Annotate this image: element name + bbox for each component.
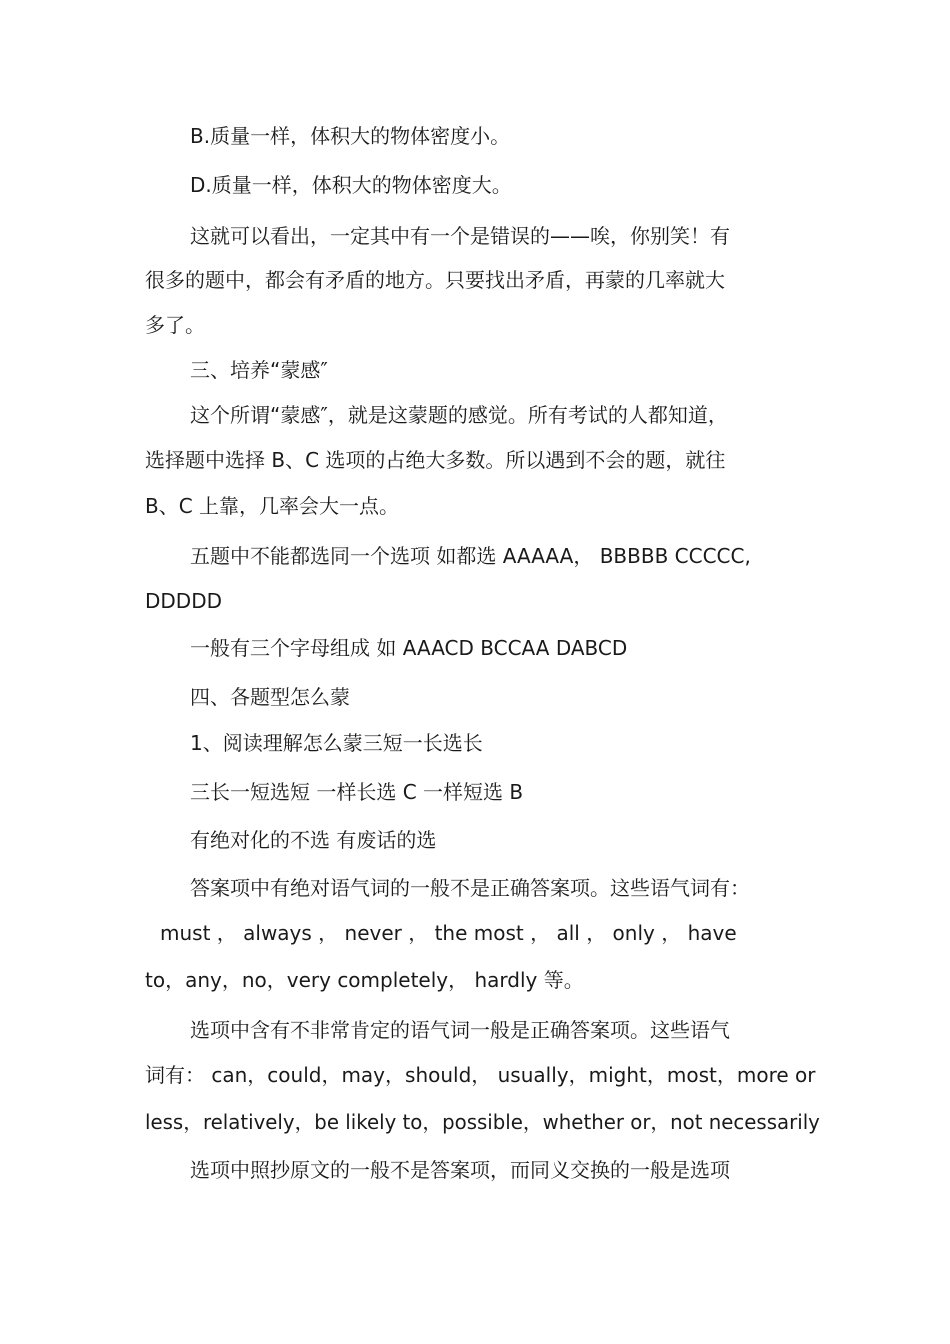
paragraph-line: 多了。 bbox=[145, 313, 205, 337]
word-list-line: to，any，no，very completely， hardly 等。 bbox=[145, 968, 584, 992]
subsection-heading: 1、阅读理解怎么蒙三短一长选长 bbox=[190, 731, 483, 755]
paragraph-line: 这就可以看出，一定其中有一个是错误的——唉，你别笑！有 bbox=[190, 224, 730, 248]
paragraph-line: 五题中不能都选同一个选项 如都选 AAAAA， BBBBB CCCCC, bbox=[190, 544, 751, 568]
word-list-line: must ， always ， never ， the most ， all ， only ， have bbox=[160, 921, 737, 945]
word-list-line: less，relatively，be likely to，possible，whether or，not necessarily bbox=[145, 1110, 820, 1134]
section-heading: 三、培养“蒙感″ bbox=[190, 358, 328, 382]
paragraph-line: 三长一短选短 一样长选 C 一样短选 B bbox=[190, 780, 524, 804]
paragraph-line: 很多的题中，都会有矛盾的地方。只要找出矛盾，再蒙的几率就大 bbox=[145, 268, 725, 292]
section-heading: 四、各题型怎么蒙 bbox=[190, 685, 350, 709]
paragraph-line: 选择题中选择 B、C 选项的占绝大多数。所以遇到不会的题，就往 bbox=[145, 448, 726, 472]
paragraph-line: DDDDD bbox=[145, 589, 223, 613]
paragraph-line: B、C 上靠，几率会大一点。 bbox=[145, 494, 400, 518]
paragraph-line: 一般有三个字母组成 如 AAACD BCCAA DABCD bbox=[190, 636, 628, 660]
option-d-line: D.质量一样，体积大的物体密度大。 bbox=[190, 173, 512, 197]
paragraph-line: 选项中含有不非常肯定的语气词一般是正确答案项。这些语气 bbox=[190, 1018, 730, 1042]
paragraph-line: 有绝对化的不选 有废话的选 bbox=[190, 828, 437, 852]
word-list-line: 词有： can，could，may，should， usually，might，most，more or bbox=[145, 1063, 816, 1087]
paragraph-line: 这个所谓“蒙感″，就是这蒙题的感觉。所有考试的人都知道， bbox=[190, 403, 728, 427]
paragraph-line: 选项中照抄原文的一般不是答案项，而同义交换的一般是选项 bbox=[190, 1158, 730, 1182]
paragraph-line: 答案项中有绝对语气词的一般不是正确答案项。这些语气词有： bbox=[190, 876, 750, 900]
option-b-line: B.质量一样，体积大的物体密度小。 bbox=[190, 124, 511, 148]
